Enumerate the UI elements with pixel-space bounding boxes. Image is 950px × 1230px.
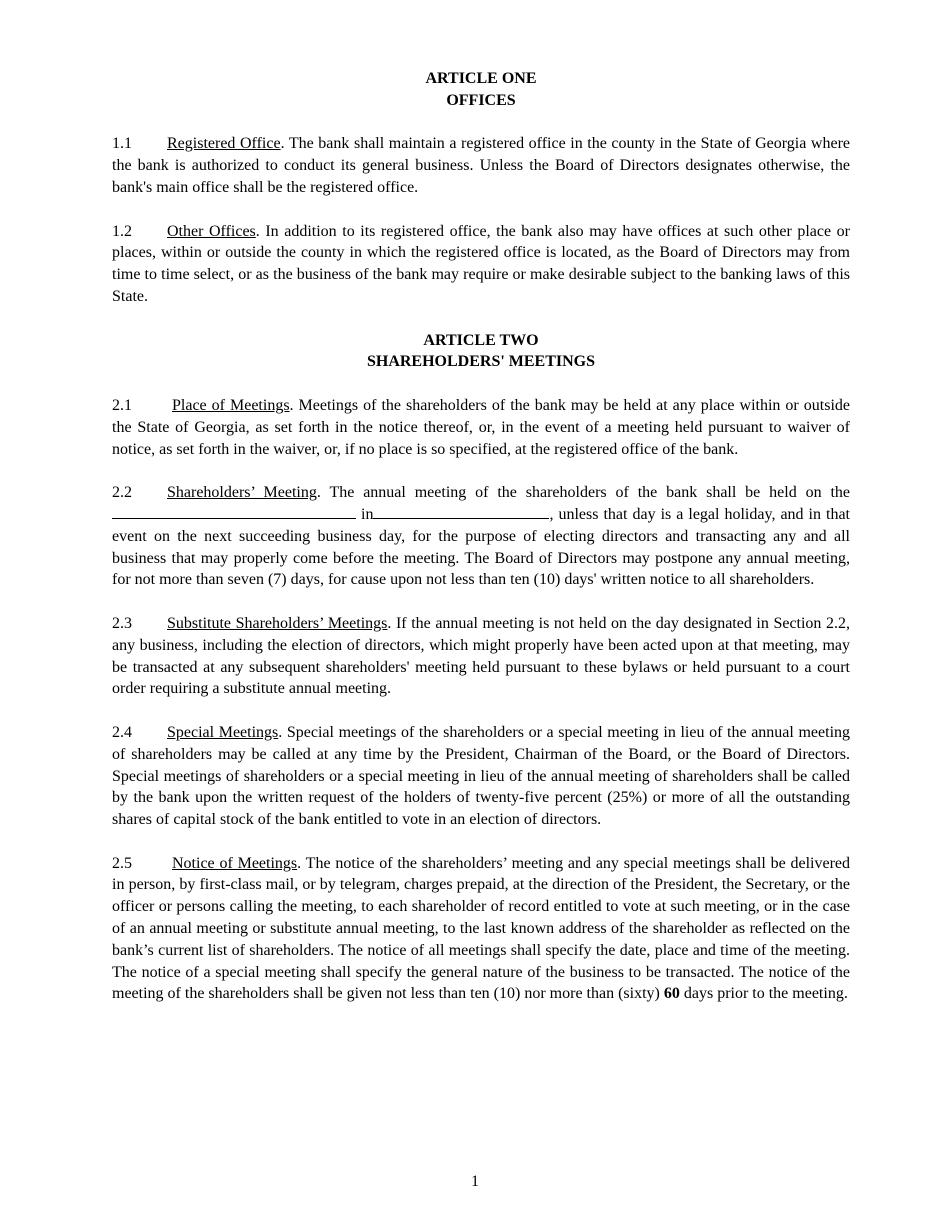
- section-text: . In addition to its registered office, the bank also may have offices at such other place or places, within or outside the county in which the registered office is located, as the Board of Directors may from time to time select, or as the business of the bank may require or make desirable subject to the banking laws of this State.: [112, 222, 850, 305]
- section-number: 1.2: [112, 222, 132, 240]
- section-2-2: [112, 482, 850, 591]
- article-two-header: [112, 330, 850, 374]
- section-2-3: [112, 613, 850, 700]
- section-text: . Special meetings of the shareholders or a special meeting in lieu of the annual meeting of shareholders may be called at any time by the President, Chairman of the Board, or the Board of Directors. Special meetings of shareholders or a special meeting in lieu of the annual meeting of shareholders shall be called by the bank upon the written request of the holders of twenty-five percent (25%) or more of all the outstanding shares of capital stock of the bank entitled to vote in an election of directors.: [112, 723, 851, 829]
- section-2-5: [112, 853, 850, 1006]
- section-text-part-b: days prior to the meeting.: [679, 985, 848, 1003]
- section-heading: Other Offices: [167, 222, 256, 240]
- page-number: 1: [471, 1173, 479, 1190]
- section-number: 2.5: [112, 854, 132, 872]
- section-heading: Registered Office: [167, 135, 281, 153]
- section-heading: Shareholders’ Meeting: [167, 484, 317, 502]
- document-page: [112, 68, 850, 1027]
- date-blank-line[interactable]: [112, 504, 356, 519]
- section-heading: Substitute Shareholders’ Meetings: [167, 614, 388, 632]
- section-text-part-c: , unless that day is a legal holiday, and in that event on the next succeeding business day, for the purpose of electing directors and transacting any and all business that may properly come before the meeting. The Board of Directors may postpone any annual meeting, for not more than seven (7) days, for cause upon not less than ten (10) days' written notice to all shareholders.: [112, 505, 851, 589]
- section-1-1: [112, 133, 850, 198]
- month-blank-line[interactable]: [373, 504, 549, 519]
- section-heading: Place of Meetings: [172, 396, 290, 414]
- section-text-part-a: . The annual meeting of the shareholders of the bank shall be held on the: [316, 484, 850, 502]
- section-text: . If the annual meeting is not held on the day designated in Section 2.2, any business, including the election of directors, which might properly have been acted upon at that meeting, may be transacted at any subsequent shareholders' meeting held pursuant to these bylaws or held pursuant to a court order requiring a substitute annual meeting.: [112, 614, 851, 698]
- section-heading: Notice of Meetings: [172, 854, 298, 872]
- article-two-title: ARTICLE TWO: [423, 331, 539, 349]
- section-number: 2.2: [112, 484, 132, 502]
- section-text-part-b: in: [356, 505, 374, 523]
- section-text: . The bank shall maintain a registered office in the county in the State of Georgia where the bank is authorized to conduct its general business. Unless the Board of Directors designates otherwise, the bank's main office shall be the registered office.: [112, 135, 851, 196]
- section-number: 2.4: [112, 723, 132, 741]
- section-1-2: [112, 221, 850, 308]
- section-number: 2.1: [112, 396, 132, 414]
- section-number: 2.3: [112, 614, 132, 632]
- section-text: . Meetings of the shareholders of the bank may be held at any place within or outside the State of Georgia, as set forth in the notice thereof, or, in the event of a meeting held pursuant to waiver of notice, as set forth in the waiver, or, if no place is so specified, at the registered office of the bank.: [112, 396, 850, 458]
- article-one-title: ARTICLE ONE: [425, 70, 537, 87]
- article-two-subtitle: SHAREHOLDERS' MEETINGS: [366, 353, 596, 371]
- article-one-header: [112, 68, 850, 112]
- section-2-1: [112, 395, 850, 460]
- section-heading: Special Meetings: [167, 723, 279, 741]
- section-2-4: [112, 722, 850, 831]
- section-text-part-a: . The notice of the shareholders’ meeting and any special meetings shall be delivered in person, by first-class mail, or by telegram, charges prepaid, at the direction of the President, the Secretary, or the officer or persons calling the meeting, to each shareholder of record entitled to vote at such meeting, or in the case of an annual meeting or substitute annual meeting, to the last known address of the shareholder as reflected on the bank’s current list of shareholders. The notice of all meetings shall specify the date, place and time of the meeting. The notice of a special meeting shall specify the general nature of the business to be transacted. The notice of the meeting of the shareholders shall be given not less than ten (10) nor more than (sixty): [112, 854, 851, 1003]
- days-value: 60: [663, 985, 680, 1003]
- article-one-subtitle: OFFICES: [446, 91, 516, 109]
- section-number: 1.1: [112, 135, 132, 153]
